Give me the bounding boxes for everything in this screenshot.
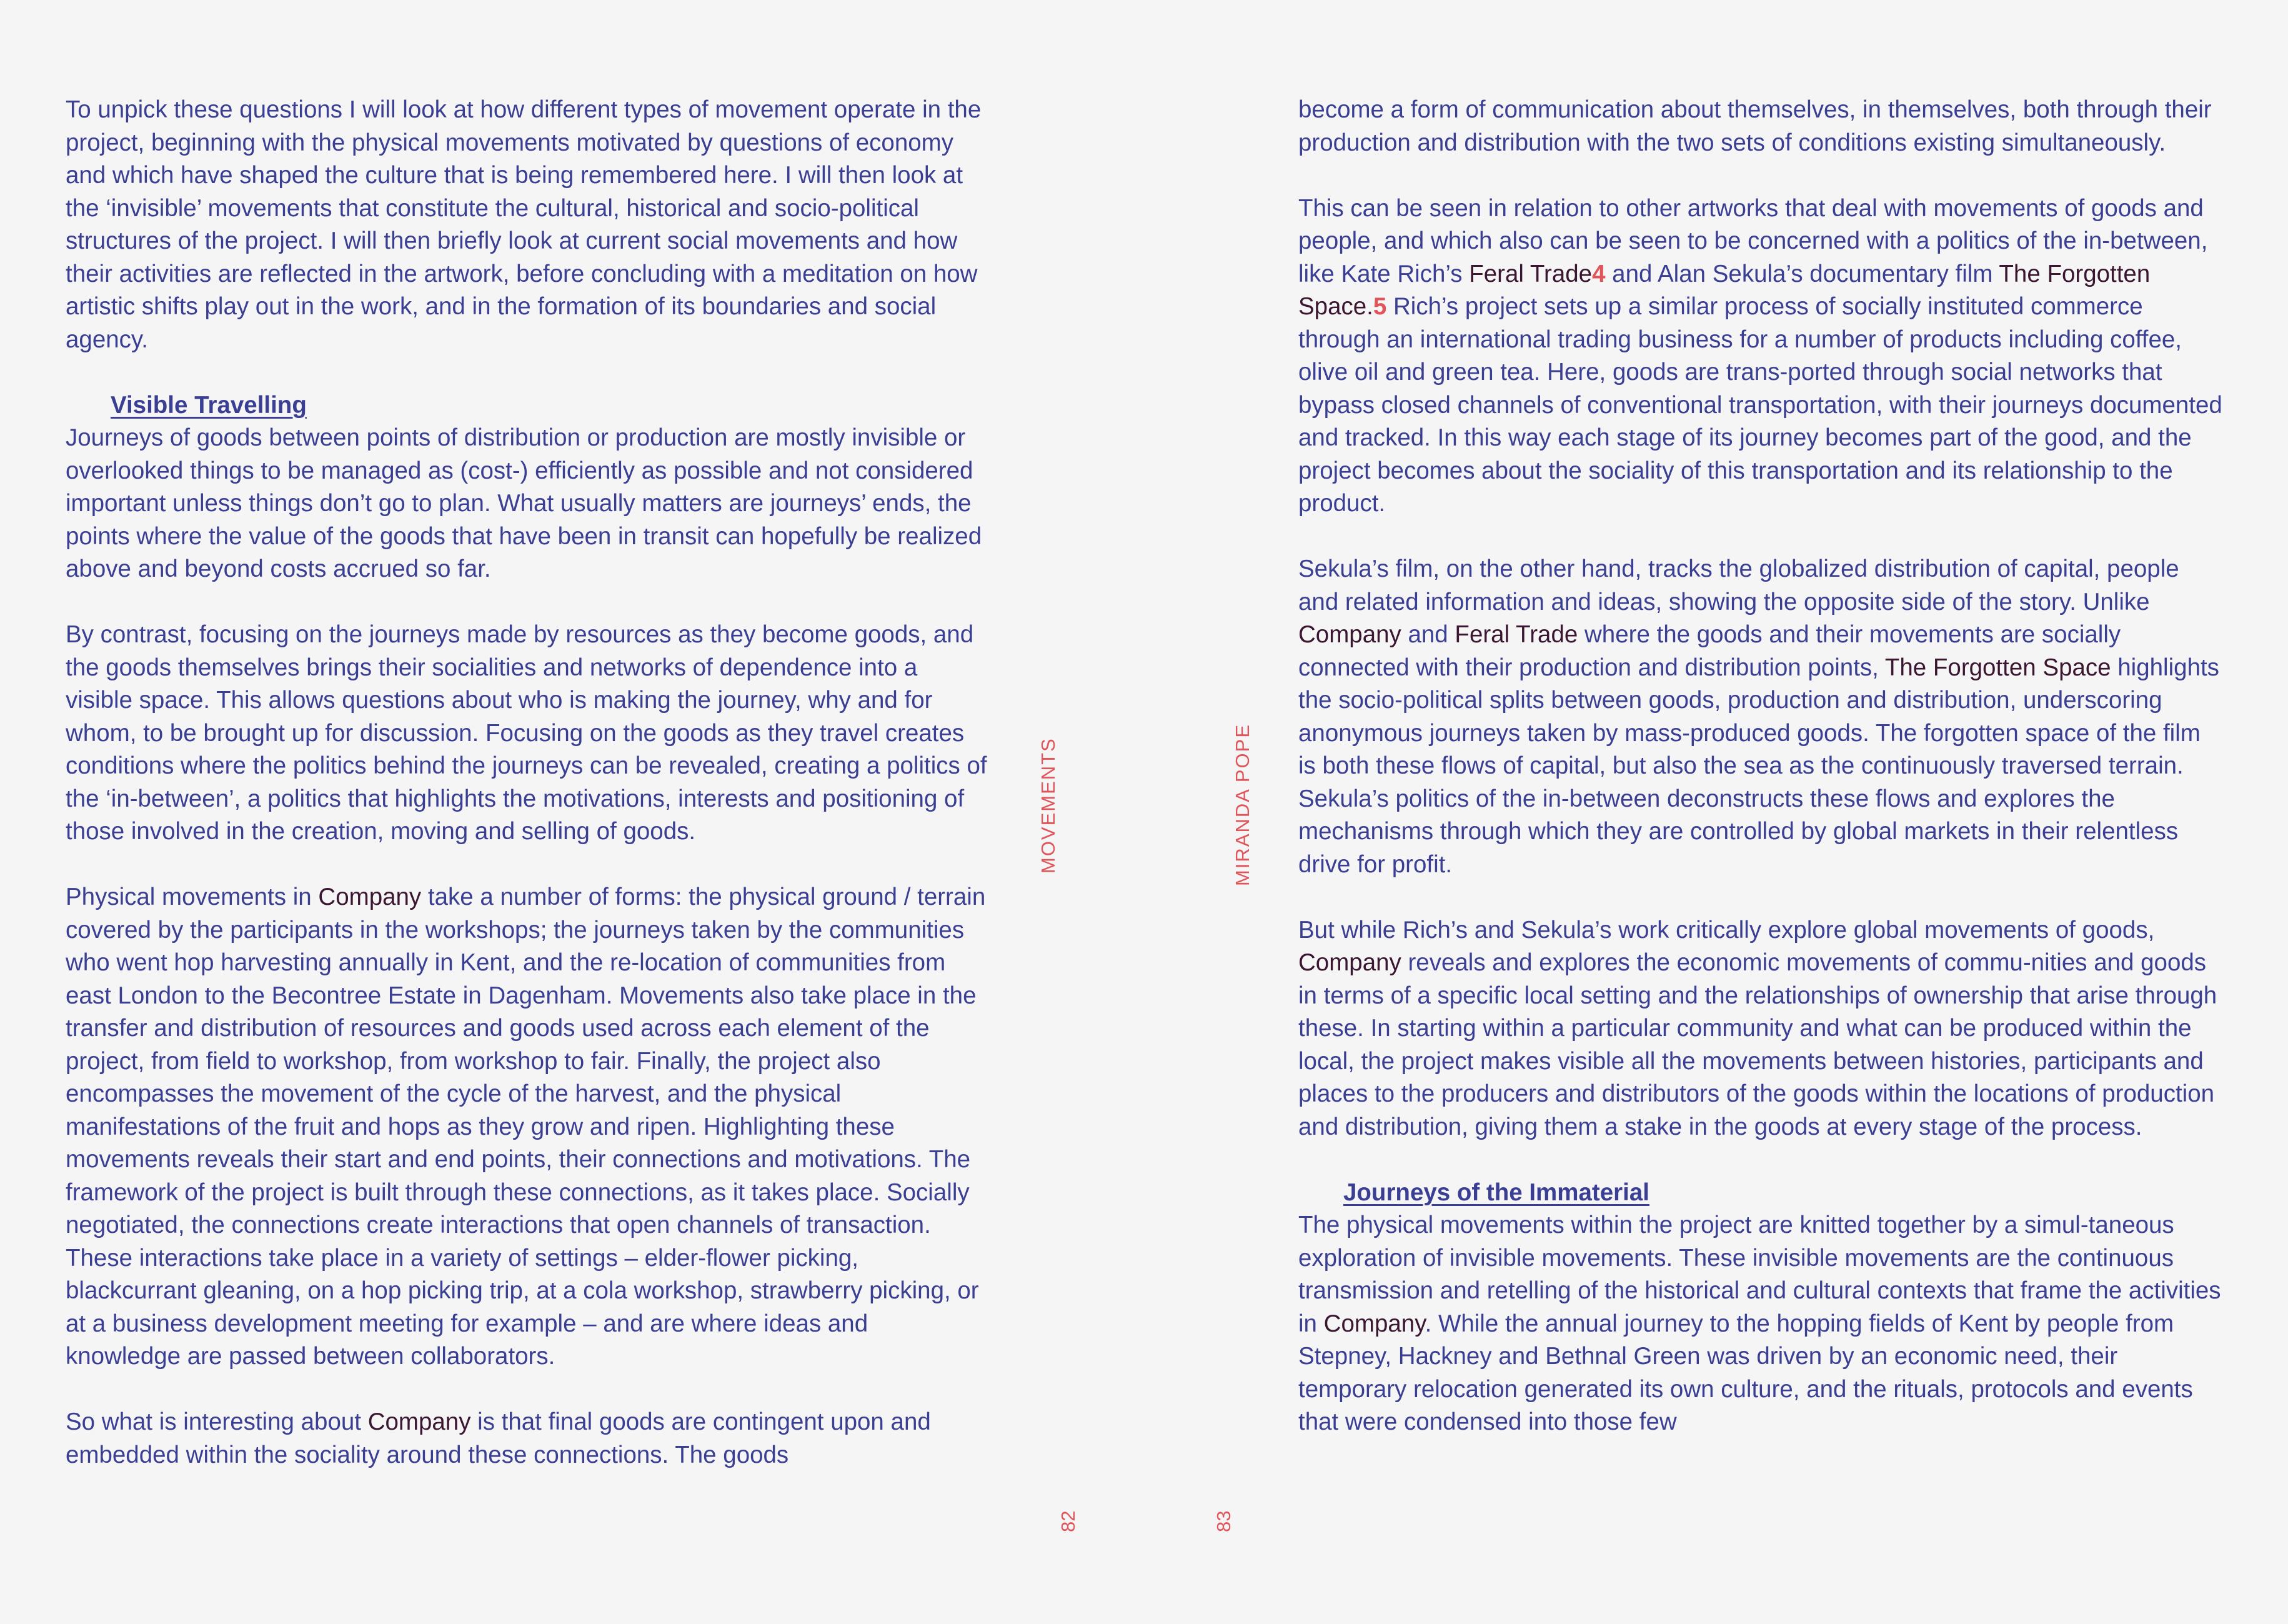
- film-title-forgotten-space: The Forgotten Space.: [1298, 260, 2151, 320]
- text-run: Sekula’s film, on the other hand, tracks the globalized distribution of capital, people and related information and ideas, showing the opposite side of the story. Unlike: [1298, 555, 2179, 615]
- text-run: But while Rich’s and Sekula’s work critically explore global movements of goods,: [1298, 916, 2155, 944]
- right-paragraph-local-setting: [1298, 914, 2223, 1144]
- film-title-forgotten-space: The Forgotten Space: [1884, 654, 2111, 681]
- text-run: Physical movements in: [66, 884, 319, 910]
- right-text-column: [1298, 94, 2223, 1439]
- section-heading-journeys-immaterial: Journeys of the Immaterial: [1343, 1178, 1649, 1206]
- left-paragraph-journeys: Journeys of goods between points of distribution or production are mostly invisible or overlooked things to be managed as (cost-) efficiently as possible and not considered important unless things don’t go to plan. What usually matters are journeys’ ends, the points where the value of the goods that have been in transit can hopefully be realized above and beyond costs accrued so far.: [66, 424, 982, 582]
- footnote-marker-4[interactable]: 4: [1592, 260, 1606, 287]
- text-run: where the goods and their movements are socially connected with their production and distribution points,: [1298, 621, 2121, 681]
- artwork-title-feral-trade: Feral Trade: [1455, 621, 1578, 648]
- right-paragraph-sekula: [1298, 553, 2223, 881]
- section-heading-visible-travelling: Visible Travelling: [111, 391, 307, 419]
- text-run: is that final goods are contingent upon and embedded within the sociality around these connections. The goods: [66, 1408, 931, 1468]
- text-run: and Alan Sekula’s documentary film: [1605, 260, 1999, 287]
- running-head-left: MOVEMENTS: [1037, 737, 1059, 874]
- artwork-title-company: Company: [318, 884, 422, 910]
- right-page: [1144, 0, 2288, 1624]
- right-paragraph-related-artworks: [1298, 192, 2223, 521]
- artwork-title-company: Company: [1298, 621, 1401, 648]
- footnote-marker-5[interactable]: 5: [1373, 293, 1387, 320]
- page-number-right: 83: [1213, 1510, 1235, 1532]
- left-text-column: [66, 94, 987, 1472]
- text-run: take a number of forms: the physical ground / terrain covered by the participants in the workshops; the journeys taken by the communities who went hop harvesting annually in Kent, and the re-location of communities from east London to the Becontree Estate in Dagenham. Movements also take place in the transfer and distribution of resources and goods used across each element of the project, from field to workshop, from workshop to fair. Finally, the project also encompasses the movement of the cycle of the harvest, and the physical manifestations of the fruit and hops as they grow and ripen. Highlighting these movements reveals their start and end points, their connections and motivations. The framework of the project is built through these connections, as it takes place. Socially negotiated, the connections create interactions that open channels of transaction. These interactions take place in a variety of settings – elder-flower picking, blackcurrant gleaning, on a hop picking trip, at a cola workshop, strawberry picking, or at a business development meeting for example – and are where ideas and knowledge are passed between collaborators.: [66, 884, 986, 1370]
- right-paragraph-continuation: become a form of communication about themselves, in themselves, both through their production and distribution with the two sets of conditions existing simultaneously.: [1298, 96, 2212, 156]
- page-number-left: 82: [1057, 1510, 1079, 1532]
- left-paragraph-physical-movements: [66, 881, 987, 1373]
- left-paragraph-intro: To unpick these questions I will look at how different types of movement operate in the project, beginning with the physical movements motivated by questions of economy and which have shaped the culture that is being remembered here. I will then look at the ‘invisible’ movements that constitute the cultural, historical and socio-political structures of the project. I will then briefly look at current social movements and how their activities are reflected in the artwork, before concluding with a meditation on how artistic shifts play out in the work, and in the formation of its boundaries and social agency.: [66, 96, 982, 353]
- text-run: The physical movements within the project are knitted together by a simul-taneous exploration of invisible movements. These invisible movements are the continuous transmission and retelling of the historical and cultural contexts that frame the activities in: [1298, 1212, 2221, 1337]
- artwork-title-company: Company: [1323, 1310, 1425, 1337]
- text-run: . While the annual journey to the hopping fields of Kent by people from Stepney, Hackney and Bethnal Green was driven by an economic need, their temporary relocation generated its own culture, and the rituals, protocols and events that were condensed into those few: [1298, 1310, 2193, 1435]
- artwork-title-company: Company: [1298, 949, 1401, 976]
- text-run: So what is interesting about: [66, 1408, 368, 1435]
- artwork-title-feral-trade: Feral Trade: [1469, 260, 1593, 287]
- text-run: highlights the socio-political splits between goods, production and distribution, underscoring anonymous journeys taken by mass-produced goods. The forgotten space of the film is both these flows of capital, but also the sea as the continuously traversed terrain. Sekula’s politics of the in-between deconstructs these flows and explores the mechanisms through which they are controlled by global markets in their relentless drive for profit.: [1298, 654, 2219, 878]
- artwork-title-company: Company: [367, 1408, 471, 1435]
- left-paragraph-contrast: By contrast, focusing on the journeys made by resources as they become goods, and the goods themselves brings their socialities and networks of dependence into a visible space. This allows questions about who is making the journey, why and for whom, to be brought up for discussion. Focusing on the goods as they travel creates conditions where the politics behind the journeys can be revealed, creating a politics of the ‘in-between’, a politics that highlights the motivations, interests and positioning of those involved in the creation, moving and selling of goods.: [66, 621, 987, 845]
- left-paragraph-interesting: [66, 1406, 987, 1472]
- right-paragraph-invisible-movements: [1298, 1209, 2223, 1439]
- running-head-right: MIRANDA POPE: [1231, 724, 1253, 886]
- text-run: reveals and explores the economic movements of commu-nities and goods in terms of a specific local setting and the relationships of ownership that arise through these. In starting within a particular community and what can be produced within the local, the project makes visible all the movements between histories, participants and places to the producers and distributors of the goods within the locations of production and distribution, giving them a stake in the goods at every stage of the process.: [1298, 949, 2217, 1140]
- text-run: Rich’s project sets up a similar process of socially instituted commerce through an international trading business for a number of products including coffee, olive oil and green tea. Here, goods are trans-ported through social networks that bypass closed channels of conventional transportation, with their journeys documented and tracked. In this way each stage of its journey becomes part of the good, and the project becomes about the sociality of this transportation and its relationship to the product.: [1298, 293, 2222, 517]
- text-run: This can be seen in relation to other artworks that deal with movements of goods and people, and which also can be seen to be concerned with a politics of the in-between, like Kate Rich’s: [1298, 194, 2208, 287]
- text-run: and: [1401, 621, 1455, 648]
